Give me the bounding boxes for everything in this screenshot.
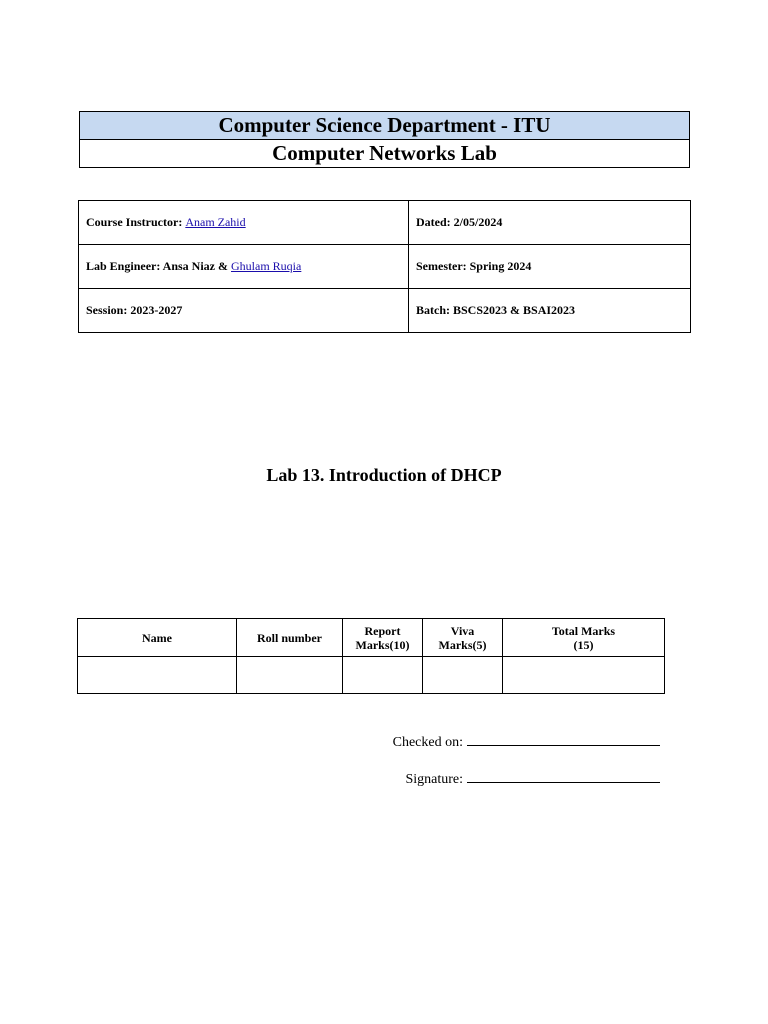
marks-entry-row: [78, 657, 665, 694]
name-entry-cell[interactable]: [78, 657, 237, 694]
signature-label: Signature:: [405, 772, 463, 787]
checked-on-line: [380, 733, 660, 751]
lab-title: Lab 13. Introduction of DHCP: [266, 465, 502, 485]
dated-cell: Dated: 2/05/2024: [409, 201, 691, 245]
instructor-link[interactable]: Anam Zahid: [185, 215, 246, 229]
checked-on-blank[interactable]: [467, 733, 660, 746]
instructor-cell: [79, 201, 409, 245]
course-title: Computer Networks Lab: [272, 141, 497, 165]
document-header: [79, 111, 690, 168]
header-roll-number: Roll number: [237, 619, 343, 657]
session-cell: Session: 2023-2027: [79, 289, 409, 333]
signature-blank[interactable]: [467, 770, 660, 783]
info-row-session: [79, 289, 691, 333]
header-total-marks: Total Marks (15): [503, 619, 665, 657]
header-report-marks: Report Marks(10): [343, 619, 423, 657]
viva-marks-entry-cell[interactable]: [423, 657, 503, 694]
engineer-cell: [79, 245, 409, 289]
report-marks-entry-cell[interactable]: [343, 657, 423, 694]
signature-line: [380, 770, 660, 788]
checked-on-label: Checked on:: [392, 735, 463, 750]
header-viva-marks: Viva Marks(5): [423, 619, 503, 657]
engineer-label: Lab Engineer: Ansa Niaz &: [86, 259, 229, 273]
total-marks-entry-cell[interactable]: [503, 657, 665, 694]
engineer-link[interactable]: Ghulam Ruqia: [231, 259, 302, 273]
course-info-table: [78, 200, 691, 333]
roll-number-entry-cell[interactable]: [237, 657, 343, 694]
instructor-label: Course Instructor:: [86, 215, 183, 229]
info-row-engineer: [79, 245, 691, 289]
marks-table: [77, 618, 665, 694]
batch-cell: Batch: BSCS2023 & BSAI2023: [409, 289, 691, 333]
marks-header-row: [78, 619, 665, 657]
department-title: Computer Science Department - ITU: [80, 112, 689, 140]
header-name: Name: [78, 619, 237, 657]
semester-cell: Semester: Spring 2024: [409, 245, 691, 289]
info-row-instructor: [79, 201, 691, 245]
